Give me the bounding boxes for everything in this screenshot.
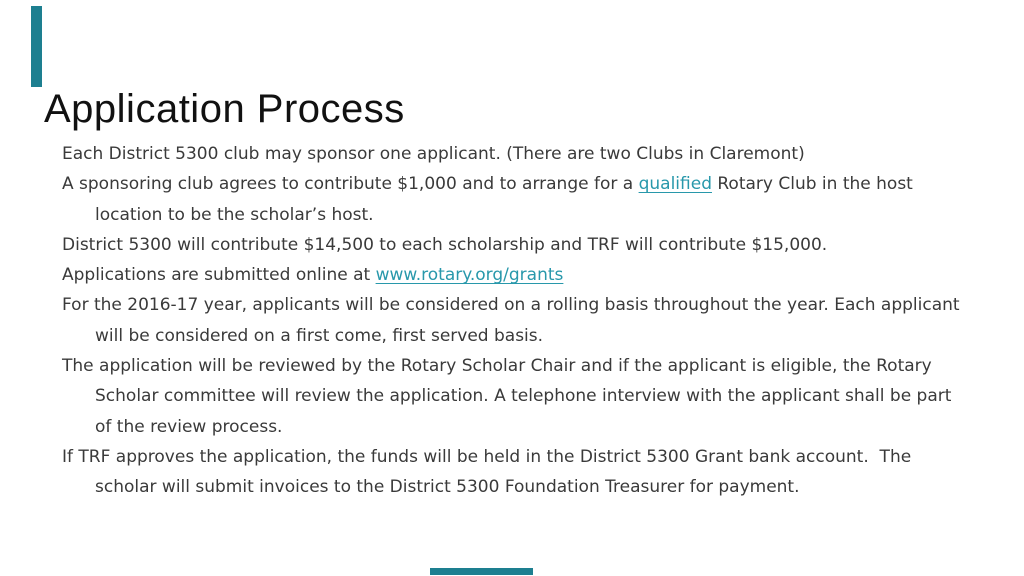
body-text: will be considered on a first come, first served basis. [95,325,544,346]
body-text: of the review process. [95,416,283,437]
slide-accent-bar-bottom [430,568,533,575]
body-text: scholar will submit invoices to the District 5300 Foundation Treasurer for payment. [95,477,800,498]
body-line [62,230,1014,260]
hyperlink[interactable]: www.rotary.org/grants [375,265,564,286]
body-text: The application will be reviewed by the Rotary Scholar Chair and if the applicant is eligible, the Rotary [62,356,932,377]
body-text: A sponsoring club agrees to contribute $1,000 and to arrange for a [62,174,639,195]
body-line [62,200,1014,230]
body-text: District 5300 will contribute $14,500 to each scholarship and TRF will contribute $15,000. [62,234,828,255]
body-text: Rotary Club in the host [711,174,913,195]
body-text: Applications are submitted online at [62,265,376,286]
body-line [62,381,1014,411]
body-line [62,290,1014,320]
body-text: location to be the scholar’s host. [95,204,374,225]
body-line [62,139,1014,169]
body-text: Each District 5300 club may sponsor one applicant. (There are two Clubs in Claremont) [62,144,805,164]
body-line [62,442,1014,472]
body-line [62,169,1014,199]
body-text: For the 2016-17 year, applicants will be considered on a rolling basis throughout the year. Each applicant [62,295,960,316]
body-text: Scholar committee will review the application. A telephone interview with the applicant shall be part [95,386,952,407]
body-line [62,412,1014,442]
slide-body [62,139,1014,503]
body-line [62,472,1014,502]
body-text: If TRF approves the application, the funds will be held in the District 5300 Grant bank account. The [62,446,912,467]
body-line [62,351,1014,381]
slide-title: Application Process [44,86,405,131]
body-line [62,260,1014,290]
slide-accent-bar-vertical [31,6,42,87]
hyperlink[interactable]: qualified [638,174,712,195]
body-line [62,321,1014,351]
